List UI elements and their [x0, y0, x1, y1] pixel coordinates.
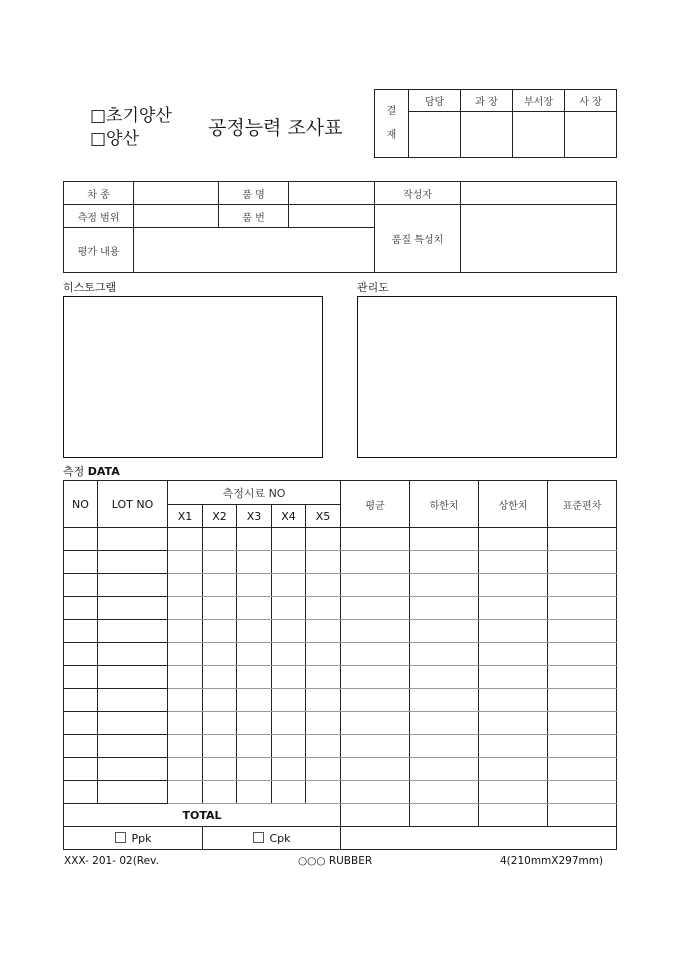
data-cell[interactable] — [548, 735, 617, 758]
data-cell[interactable] — [341, 574, 410, 597]
data-cell[interactable] — [272, 574, 306, 597]
data-cell[interactable] — [410, 620, 479, 643]
data-cell[interactable] — [64, 574, 98, 597]
data-cell[interactable] — [548, 551, 617, 574]
data-cell[interactable] — [168, 781, 203, 804]
control-chart-label: 관리도 — [357, 281, 389, 294]
histogram-box[interactable] — [63, 296, 323, 458]
table-row — [64, 620, 617, 643]
data-cell[interactable] — [479, 551, 548, 574]
table-row — [64, 574, 617, 597]
data-cell[interactable] — [237, 781, 272, 804]
measure-section-label: 측정 — [63, 465, 85, 478]
data-cell[interactable] — [203, 689, 237, 712]
approval-table — [374, 89, 617, 158]
data-cell[interactable] — [98, 643, 168, 666]
quality-char-field[interactable] — [461, 205, 617, 273]
data-cell[interactable] — [203, 528, 237, 551]
ppk-checkbox[interactable] — [115, 832, 126, 843]
data-cell[interactable] — [548, 781, 617, 804]
table-row — [64, 643, 617, 666]
data-cell[interactable] — [64, 735, 98, 758]
data-cell[interactable] — [64, 620, 98, 643]
measure-range-field[interactable] — [134, 205, 219, 228]
data-cell[interactable] — [306, 735, 341, 758]
data-cell[interactable] — [203, 781, 237, 804]
data-cell[interactable] — [341, 551, 410, 574]
measure-range-label: 측정 범위 — [64, 205, 134, 228]
data-cell[interactable] — [237, 597, 272, 620]
part-no-field[interactable] — [289, 205, 375, 228]
data-cell[interactable] — [203, 758, 237, 781]
total-cell[interactable] — [548, 804, 617, 827]
total-cell[interactable] — [410, 804, 479, 827]
data-cell[interactable] — [64, 597, 98, 620]
data-cell[interactable] — [272, 689, 306, 712]
data-cell[interactable] — [203, 712, 237, 735]
data-cell[interactable] — [306, 781, 341, 804]
data-cell[interactable] — [64, 666, 98, 689]
data-cell[interactable] — [341, 620, 410, 643]
data-cell[interactable] — [98, 551, 168, 574]
data-cell[interactable] — [272, 597, 306, 620]
data-cell[interactable] — [237, 574, 272, 597]
data-cell[interactable] — [479, 689, 548, 712]
data-cell[interactable] — [203, 666, 237, 689]
data-cell[interactable] — [306, 551, 341, 574]
data-cell[interactable] — [548, 643, 617, 666]
col-no: NO — [64, 481, 98, 528]
sign-cell[interactable] — [409, 112, 461, 158]
col-sample-group: 측정시료 NO — [168, 481, 341, 505]
data-cell[interactable] — [98, 597, 168, 620]
data-cell[interactable] — [98, 758, 168, 781]
data-cell[interactable] — [341, 758, 410, 781]
data-cell[interactable] — [306, 574, 341, 597]
data-cell[interactable] — [237, 666, 272, 689]
data-cell[interactable] — [306, 528, 341, 551]
data-cell[interactable] — [479, 597, 548, 620]
data-cell[interactable] — [410, 666, 479, 689]
data-cell[interactable] — [168, 689, 203, 712]
role-staff: 담당 — [409, 90, 461, 112]
footer-company: ○○○ RUBBER — [298, 855, 373, 867]
ppk-label: Ppk — [131, 831, 152, 845]
author-label: 작성자 — [375, 182, 461, 205]
data-cell[interactable] — [341, 735, 410, 758]
table-row — [64, 712, 617, 735]
data-cell[interactable] — [168, 643, 203, 666]
capability-value-cell[interactable] — [341, 827, 617, 850]
data-cell[interactable] — [341, 781, 410, 804]
data-cell[interactable] — [203, 735, 237, 758]
data-cell[interactable] — [98, 574, 168, 597]
data-cell[interactable] — [548, 758, 617, 781]
col-upper: 상한치 — [479, 481, 548, 528]
data-cell[interactable] — [64, 712, 98, 735]
data-cell[interactable] — [548, 528, 617, 551]
data-cell[interactable] — [479, 643, 548, 666]
data-cell[interactable] — [64, 689, 98, 712]
data-cell[interactable] — [341, 597, 410, 620]
data-cell[interactable] — [341, 689, 410, 712]
sign-cell[interactable] — [565, 112, 617, 158]
data-cell[interactable] — [410, 528, 479, 551]
col-mean: 평균 — [341, 481, 410, 528]
table-row — [64, 735, 617, 758]
table-row — [64, 666, 617, 689]
data-cell[interactable] — [272, 643, 306, 666]
data-cell[interactable] — [272, 781, 306, 804]
data-cell[interactable] — [168, 551, 203, 574]
data-cell[interactable] — [272, 735, 306, 758]
col-lot-no: LOT NO — [98, 481, 168, 528]
table-row — [64, 551, 617, 574]
part-name-field[interactable] — [289, 182, 375, 205]
data-cell[interactable] — [168, 597, 203, 620]
data-cell[interactable] — [479, 781, 548, 804]
col-stdev: 표준편차 — [548, 481, 617, 528]
data-cell[interactable] — [341, 712, 410, 735]
data-cell[interactable] — [479, 528, 548, 551]
role-president: 사 장 — [565, 90, 617, 112]
footer-code: XXX- 201- 02(Rev. — [64, 855, 159, 867]
data-cell[interactable] — [64, 758, 98, 781]
page-title: 공정능력 조사표 — [208, 117, 343, 139]
data-cell[interactable] — [237, 712, 272, 735]
data-cell[interactable] — [306, 689, 341, 712]
data-cell[interactable] — [548, 597, 617, 620]
data-cell[interactable] — [479, 666, 548, 689]
col-x2: X2 — [203, 505, 237, 528]
data-cell[interactable] — [410, 689, 479, 712]
evaluation-label: 평가 내용 — [64, 228, 134, 273]
role-manager: 과 장 — [461, 90, 513, 112]
data-cell[interactable] — [98, 528, 168, 551]
data-cell[interactable] — [479, 620, 548, 643]
data-cell[interactable] — [168, 758, 203, 781]
data-cell[interactable] — [203, 551, 237, 574]
data-cell[interactable] — [168, 574, 203, 597]
data-cell[interactable] — [548, 712, 617, 735]
data-cell[interactable] — [98, 781, 168, 804]
data-cell[interactable] — [548, 666, 617, 689]
data-cell[interactable] — [306, 758, 341, 781]
data-cell[interactable] — [168, 666, 203, 689]
data-cell[interactable] — [64, 781, 98, 804]
quality-char-label: 품질 특성치 — [375, 205, 461, 273]
info-table — [63, 181, 617, 273]
data-cell[interactable] — [306, 643, 341, 666]
data-cell[interactable] — [64, 528, 98, 551]
measurement-table — [63, 480, 617, 850]
col-x5: X5 — [306, 505, 341, 528]
data-cell[interactable] — [410, 712, 479, 735]
data-cell[interactable] — [272, 666, 306, 689]
initial-production-checkbox[interactable]: □초기양산 — [90, 106, 172, 126]
data-cell[interactable] — [410, 758, 479, 781]
col-lower: 하한치 — [410, 481, 479, 528]
data-cell[interactable] — [341, 666, 410, 689]
data-cell[interactable] — [272, 551, 306, 574]
data-cell[interactable] — [98, 666, 168, 689]
data-cell[interactable] — [203, 620, 237, 643]
data-cell[interactable] — [203, 574, 237, 597]
data-cell[interactable] — [479, 758, 548, 781]
data-cell[interactable] — [410, 781, 479, 804]
evaluation-field[interactable] — [134, 228, 375, 273]
total-label: TOTAL — [64, 804, 341, 827]
data-cell[interactable] — [410, 597, 479, 620]
data-cell[interactable] — [168, 528, 203, 551]
data-cell[interactable] — [306, 712, 341, 735]
role-dept-head: 부서장 — [513, 90, 565, 112]
data-cell[interactable] — [548, 620, 617, 643]
col-x4: X4 — [272, 505, 306, 528]
data-cell[interactable] — [237, 620, 272, 643]
col-x3: X3 — [237, 505, 272, 528]
data-cell[interactable] — [203, 597, 237, 620]
part-name-label: 품 명 — [219, 182, 289, 205]
data-cell[interactable] — [479, 574, 548, 597]
data-cell[interactable] — [237, 528, 272, 551]
cpk-checkbox[interactable] — [253, 832, 264, 843]
sign-cell[interactable] — [513, 112, 565, 158]
data-cell[interactable] — [237, 643, 272, 666]
data-cell[interactable] — [203, 643, 237, 666]
data-cell[interactable] — [272, 712, 306, 735]
data-cell[interactable] — [410, 551, 479, 574]
author-field[interactable] — [461, 182, 617, 205]
data-cell[interactable] — [168, 620, 203, 643]
part-no-label: 품 번 — [219, 205, 289, 228]
data-cell[interactable] — [98, 735, 168, 758]
approval-label-top: 결 — [386, 105, 397, 117]
col-x1: X1 — [168, 505, 203, 528]
table-row — [64, 781, 617, 804]
data-cell[interactable] — [410, 735, 479, 758]
data-cell[interactable] — [306, 597, 341, 620]
table-row — [64, 528, 617, 551]
measure-section-data: DATA — [87, 465, 120, 478]
car-type-field[interactable] — [134, 182, 219, 205]
data-cell[interactable] — [306, 666, 341, 689]
data-cell[interactable] — [64, 551, 98, 574]
table-row — [64, 689, 617, 712]
footer-size: 4(210mmX297mm) — [500, 855, 604, 867]
data-cell[interactable] — [237, 551, 272, 574]
car-type-label: 차 종 — [64, 182, 134, 205]
total-cell[interactable] — [341, 804, 410, 827]
table-row — [64, 597, 617, 620]
approval-label-bottom: 재 — [386, 129, 397, 141]
data-cell[interactable] — [548, 689, 617, 712]
data-cell[interactable] — [237, 689, 272, 712]
data-cell[interactable] — [479, 735, 548, 758]
data-cell[interactable] — [98, 689, 168, 712]
data-cell[interactable] — [98, 712, 168, 735]
data-cell[interactable] — [168, 712, 203, 735]
data-cell[interactable] — [410, 574, 479, 597]
sign-cell[interactable] — [461, 112, 513, 158]
total-cell[interactable] — [479, 804, 548, 827]
data-cell[interactable] — [548, 574, 617, 597]
data-cell[interactable] — [410, 643, 479, 666]
data-cell[interactable] — [168, 735, 203, 758]
data-cell[interactable] — [306, 620, 341, 643]
data-cell[interactable] — [341, 643, 410, 666]
data-cell[interactable] — [64, 643, 98, 666]
data-cell[interactable] — [272, 620, 306, 643]
data-cell[interactable] — [341, 528, 410, 551]
histogram-label: 히스토그램 — [63, 281, 117, 294]
data-cell[interactable] — [237, 735, 272, 758]
table-row — [64, 758, 617, 781]
data-cell[interactable] — [272, 758, 306, 781]
data-cell[interactable] — [272, 528, 306, 551]
data-cell[interactable] — [98, 620, 168, 643]
control-chart-box[interactable] — [357, 296, 617, 458]
cpk-label: Cpk — [269, 831, 291, 845]
data-cell[interactable] — [479, 712, 548, 735]
mass-production-checkbox[interactable]: □양산 — [90, 129, 139, 149]
data-cell[interactable] — [237, 758, 272, 781]
